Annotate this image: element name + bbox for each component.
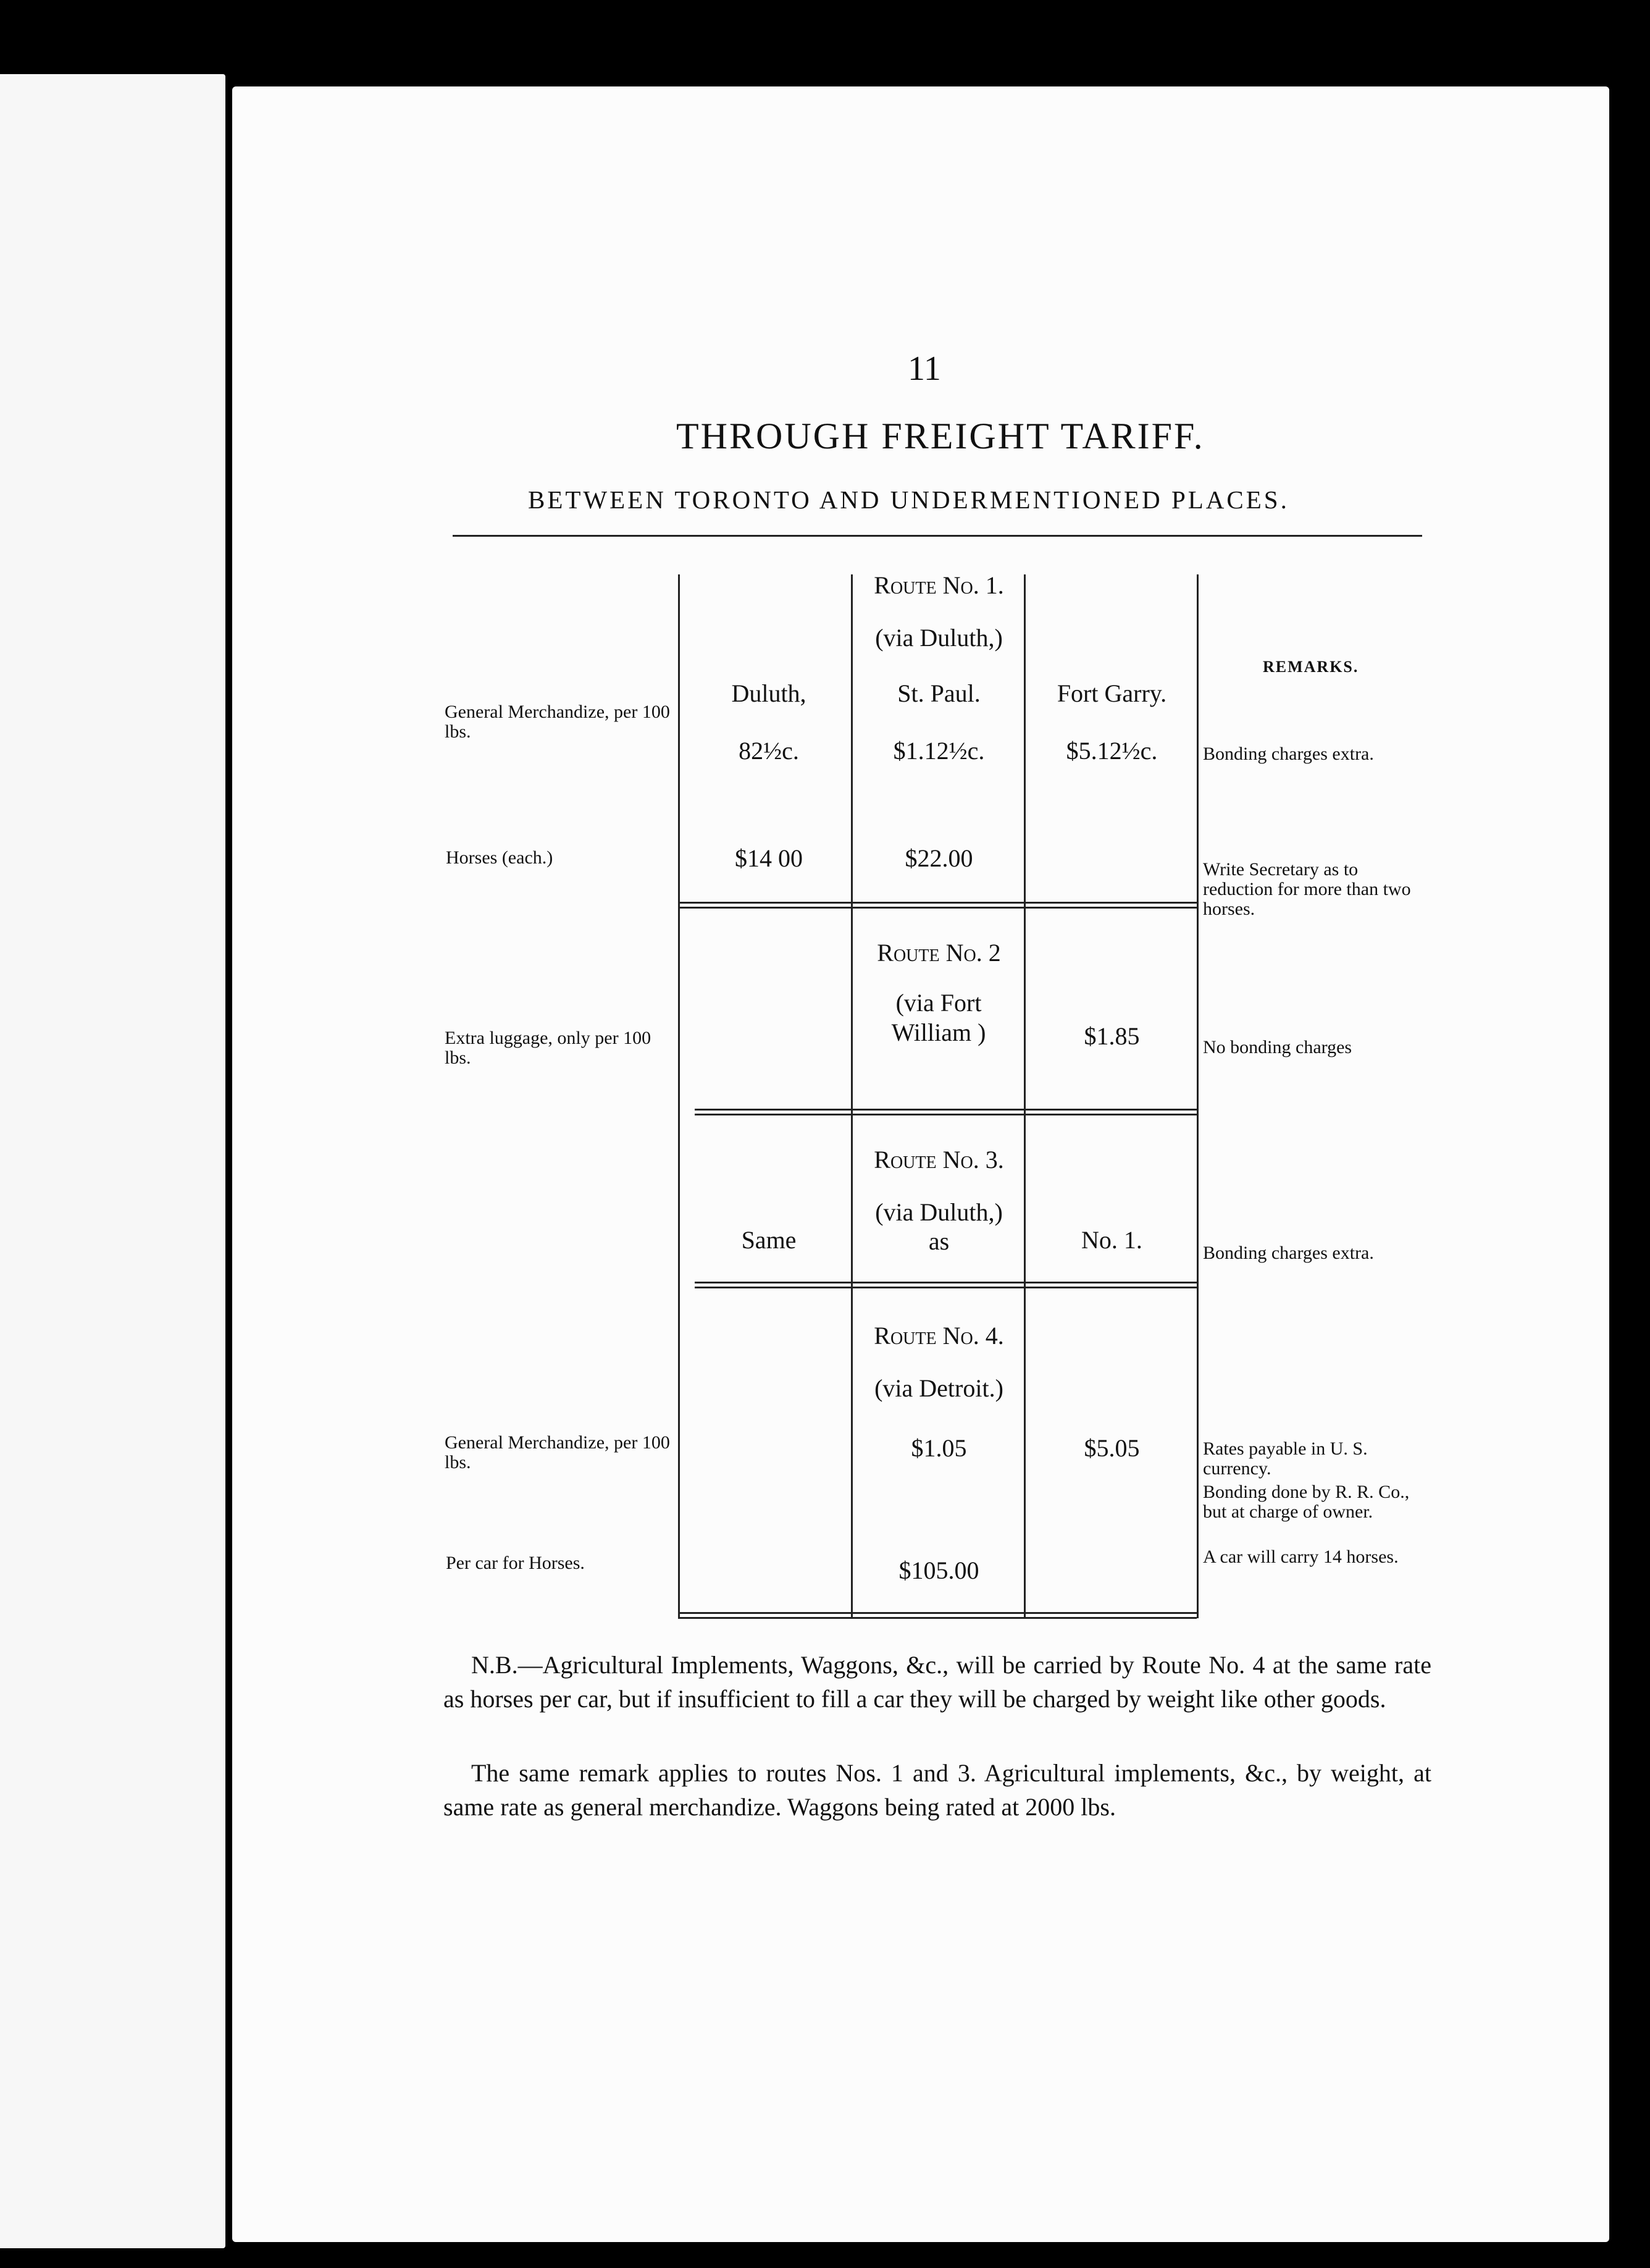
r3-remark: Bonding charges extra. bbox=[1203, 1243, 1374, 1263]
r4-general-remark-2: Bonding done by R. R. Co., but at charge of owner. bbox=[1203, 1482, 1410, 1522]
r1-horses-remark: Write Secretary as to reduction for more than two horses. bbox=[1203, 859, 1411, 919]
route-divider-1 bbox=[678, 902, 1197, 909]
table-bottom bbox=[678, 1612, 1197, 1619]
page-number: 11 bbox=[908, 350, 941, 388]
route2-header: Route No. 2 bbox=[877, 939, 1001, 967]
r4-general-label: General Merchandize, per 100 lbs. bbox=[445, 1432, 670, 1472]
r1-general-fortgarry: $5.12½c. bbox=[1066, 737, 1158, 765]
route3-header: Route No. 3. bbox=[874, 1146, 1004, 1174]
table-line-3 bbox=[1024, 574, 1026, 1618]
col-fort-garry: Fort Garry. bbox=[1057, 679, 1167, 707]
r2-remark: No bonding charges bbox=[1203, 1037, 1352, 1057]
r1-horses-label: Horses (each.) bbox=[446, 847, 553, 868]
route-divider-2 bbox=[695, 1109, 1197, 1115]
route2-via: (via Fort William ) bbox=[891, 989, 986, 1046]
r4-horses-remark: A car will carry 14 horses. bbox=[1203, 1547, 1399, 1567]
note-nb: N.B.—Agricultural Implements, Waggons, &c., will be carried by Route No. 4 at the same rate as horses per car, but if insufficient to fill a car they will be charged by weight like other goods. bbox=[443, 1651, 1431, 1713]
table-line-2 bbox=[851, 574, 853, 1618]
col-duluth: Duluth, bbox=[731, 679, 806, 707]
r1-general-remark: Bonding charges extra. bbox=[1203, 744, 1374, 764]
table-line-1 bbox=[678, 574, 680, 1618]
title-rule bbox=[453, 535, 1422, 537]
r2-value: $1.85 bbox=[1084, 1022, 1140, 1050]
route3-no1: No. 1. bbox=[1081, 1226, 1142, 1254]
r2-label: Extra luggage, only per 100 lbs. bbox=[445, 1028, 651, 1068]
r4-horses-label: Per car for Horses. bbox=[446, 1553, 585, 1573]
page-subtitle: BETWEEN TORONTO AND UNDERMENTIONED PLACES. bbox=[528, 485, 1289, 514]
col-st-paul: St. Paul. bbox=[897, 679, 981, 707]
route3-via: (via Duluth,) bbox=[875, 1198, 1003, 1226]
route3-as: as bbox=[928, 1227, 950, 1255]
r4-horses-value: $105.00 bbox=[898, 1556, 979, 1584]
note-same-remark: The same remark applies to routes Nos. 1 and 3. Agricultural implements, &c., by weight, at same rate as general merchandize. Waggons being rated at 2000 lbs. bbox=[443, 1759, 1431, 1821]
r1-general-stpaul: $1.12½c. bbox=[893, 737, 985, 765]
route4-via: (via Detroit.) bbox=[874, 1374, 1003, 1402]
r4-general-value2: $5.05 bbox=[1084, 1434, 1140, 1462]
page-title: THROUGH FREIGHT TARIFF. bbox=[676, 416, 1205, 456]
previous-page-edge bbox=[0, 74, 225, 2248]
r1-horses-duluth: $14 00 bbox=[735, 844, 803, 872]
route-divider-3 bbox=[695, 1282, 1197, 1288]
r1-general-label: General Merchandize, per 100 lbs. bbox=[445, 702, 670, 742]
route4-header: Route No. 4. bbox=[874, 1322, 1004, 1350]
route1-header: Route No. 1. bbox=[874, 571, 1004, 599]
route3-same: Same bbox=[741, 1226, 797, 1254]
remarks-header: REMARKS. bbox=[1263, 658, 1359, 676]
table-line-4 bbox=[1197, 574, 1199, 1618]
r4-general-remark-1: Rates payable in U. S. currency. bbox=[1203, 1438, 1368, 1479]
route1-via: (via Duluth,) bbox=[875, 624, 1003, 652]
r4-general-value: $1.05 bbox=[911, 1434, 967, 1462]
r1-general-duluth: 82½c. bbox=[739, 737, 799, 765]
r1-horses-stpaul: $22.00 bbox=[905, 844, 973, 872]
